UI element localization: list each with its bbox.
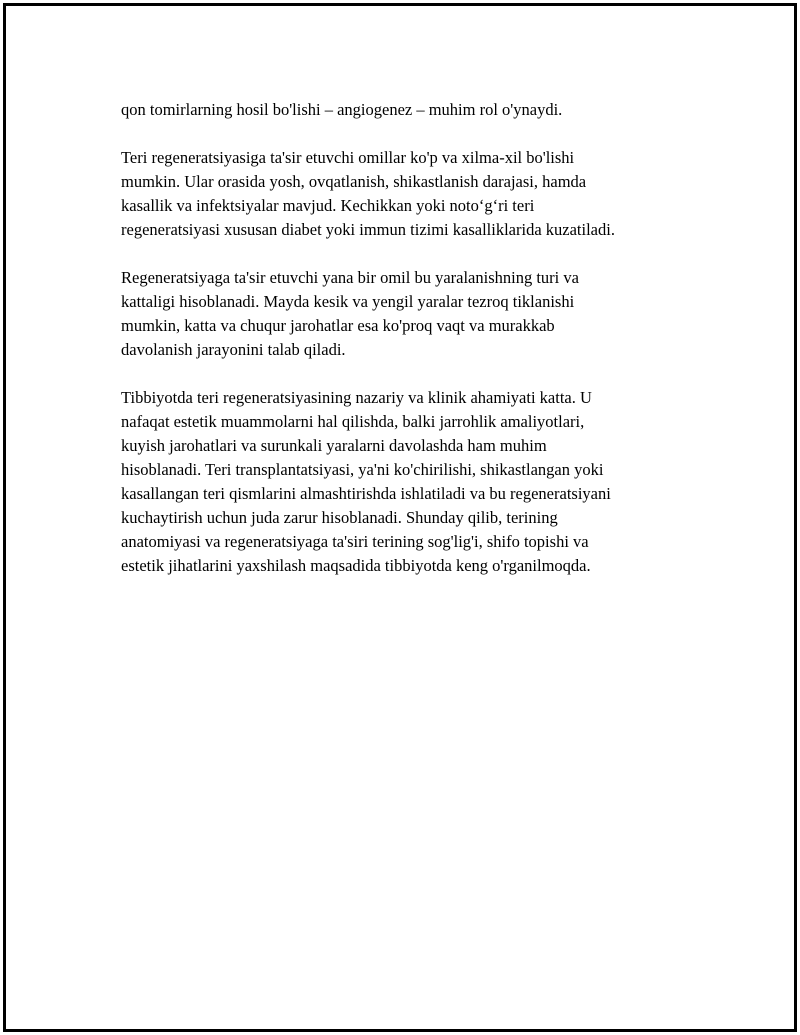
paragraph-4 xyxy=(121,386,691,578)
text-line: mumkin. Ular orasida yosh, ovqatlanish, shikastlanish darajasi, hamda xyxy=(121,172,587,191)
text-line: kattaligi hisoblanadi. Mayda kesik va yengil yaralar tezroq tiklanishi xyxy=(121,292,575,311)
text-line: regeneratsiyasi xususan diabet yoki immun tizimi kasalliklarida kuzatiladi. xyxy=(121,220,615,239)
text-line: qon tomirlarning hosil bo'lishi – angiogenez – muhim rol o'ynaydi. xyxy=(121,100,563,119)
text-line: kasallik va infektsiyalar mavjud. Kechikkan yoki noto‘g‘ri teri xyxy=(121,196,535,215)
text-line: kuchaytirish uchun juda zarur hisoblanadi. Shunday qilib, terining xyxy=(121,508,558,527)
text-line: kasallangan teri qismlarini almashtirishda ishlatiladi va bu regeneratsiyani xyxy=(121,484,611,503)
text-line: estetik jihatlarini yaxshilash maqsadida tibbiyotda keng o'rganilmoqda. xyxy=(121,556,591,575)
document-page xyxy=(3,3,797,1032)
text-line: anatomiyasi va regeneratsiyaga ta'siri terining sog'lig'i, shifo topishi va xyxy=(121,532,589,551)
paragraph-1 xyxy=(121,98,691,122)
text-line: Tibbiyotda teri regeneratsiyasining nazariy va klinik ahamiyati katta. U xyxy=(121,388,592,407)
paragraph-3 xyxy=(121,266,691,362)
text-line: hisoblanadi. Teri transplantatsiyasi, ya'ni ko'chirilishi, shikastlangan yoki xyxy=(121,460,604,479)
document-body xyxy=(121,98,691,602)
text-line: mumkin, katta va chuqur jarohatlar esa ko'proq vaqt va murakkab xyxy=(121,316,555,335)
text-line: Teri regeneratsiyasiga ta'sir etuvchi omillar ko'p va xilma-xil bo'lishi xyxy=(121,148,575,167)
text-line: Regeneratsiyaga ta'sir etuvchi yana bir omil bu yaralanishning turi va xyxy=(121,268,579,287)
text-line: davolanish jarayonini talab qiladi. xyxy=(121,340,346,359)
text-line: kuyish jarohatlari va surunkali yaralarni davolashda ham muhim xyxy=(121,436,547,455)
text-line: nafaqat estetik muammolarni hal qilishda, balki jarrohlik amaliyotlari, xyxy=(121,412,585,431)
paragraph-2 xyxy=(121,146,691,242)
